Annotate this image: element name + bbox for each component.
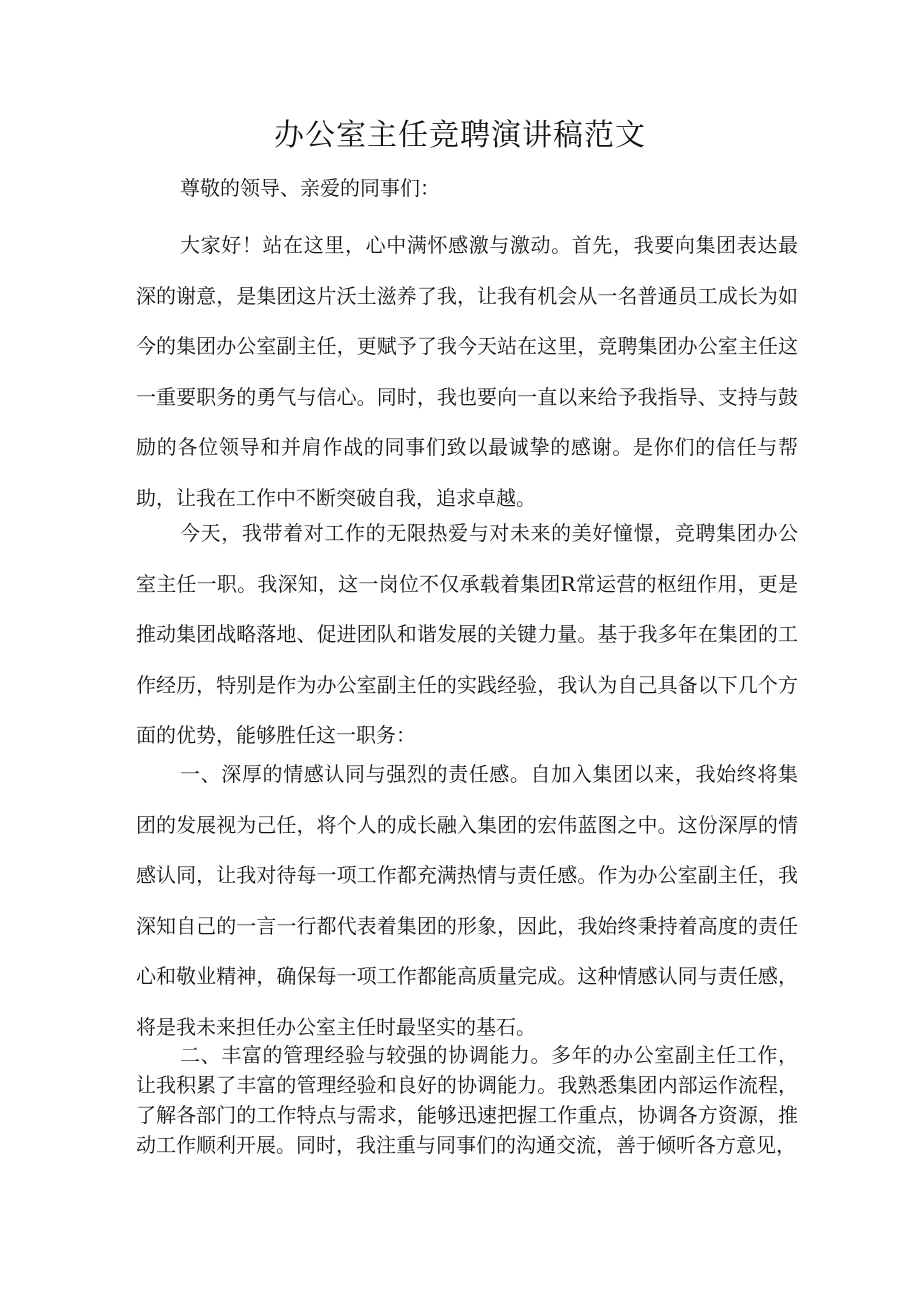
paragraph-intro: 大家好！站在这里，心中满怀感激与激动。首先，我要向集团表达最深的谢意，是集团这片沃土滋养了我，让我有机会从一名普通员工成长为如今的集团办公室副主任，更赋予了我今天站在这里，竞聘集团办公室主任这一重要职务的勇气与信心。同时，我也要向一直以来给予我指导、支持与鼓励的各位领导和并肩作战的同事们致以最诚挚的感谢。是你们的信任与帮助，让我在工作中不断突破自我，追求卓越。 [136, 233, 798, 510]
paragraph-point-two: 二、丰富的管理经验与较强的协调能力。多年的办公室副主任工作，让我积累了丰富的管理经验和良好的协调能力。我熟悉集团内部运作流程，了解各部门的工作特点与需求，能够迅速把握工作重点，协调各方资源，推动工作顺利开展。同时，我注重与同事们的沟通交流，善于倾听各方意见， [136, 1043, 798, 1157]
paragraph-point-one: 一、深厚的情感认同与强烈的责任感。自加入集团以来，我始终将集团的发展视为己任，将个人的成长融入集团的宏伟蓝图之中。这份深厚的情感认同，让我对待每一项工作都充满热情与责任感。作为办公室副主任，我深知自己的一言一行都代表着集团的形象，因此，我始终秉持着高度的责任心和敬业精神，确保每一项工作都能高质量完成。这种情感认同与责任感，将是我未来担任办公室主任时最坚实的基石。 [136, 762, 798, 1039]
document-title: 办公室主任竞聘演讲稿范文 [274, 118, 646, 153]
paragraph-motivation: 今天，我带着对工作的无限热爱与对未来的美好憧憬，竞聘集团办公室主任一职。我深知，这一岗位不仅承载着集团R常运营的枢纽作用，更是推动集团战略落地、促进团队和谐发展的关键力量。基于我多年在集团的工作经历，特别是作为办公室副主任的实践经验，我认为自己具备以下几个方面的优势，能够胜任这一职务： [136, 521, 798, 747]
salutation: 尊敬的领导、亲爱的同事们： [180, 176, 440, 200]
